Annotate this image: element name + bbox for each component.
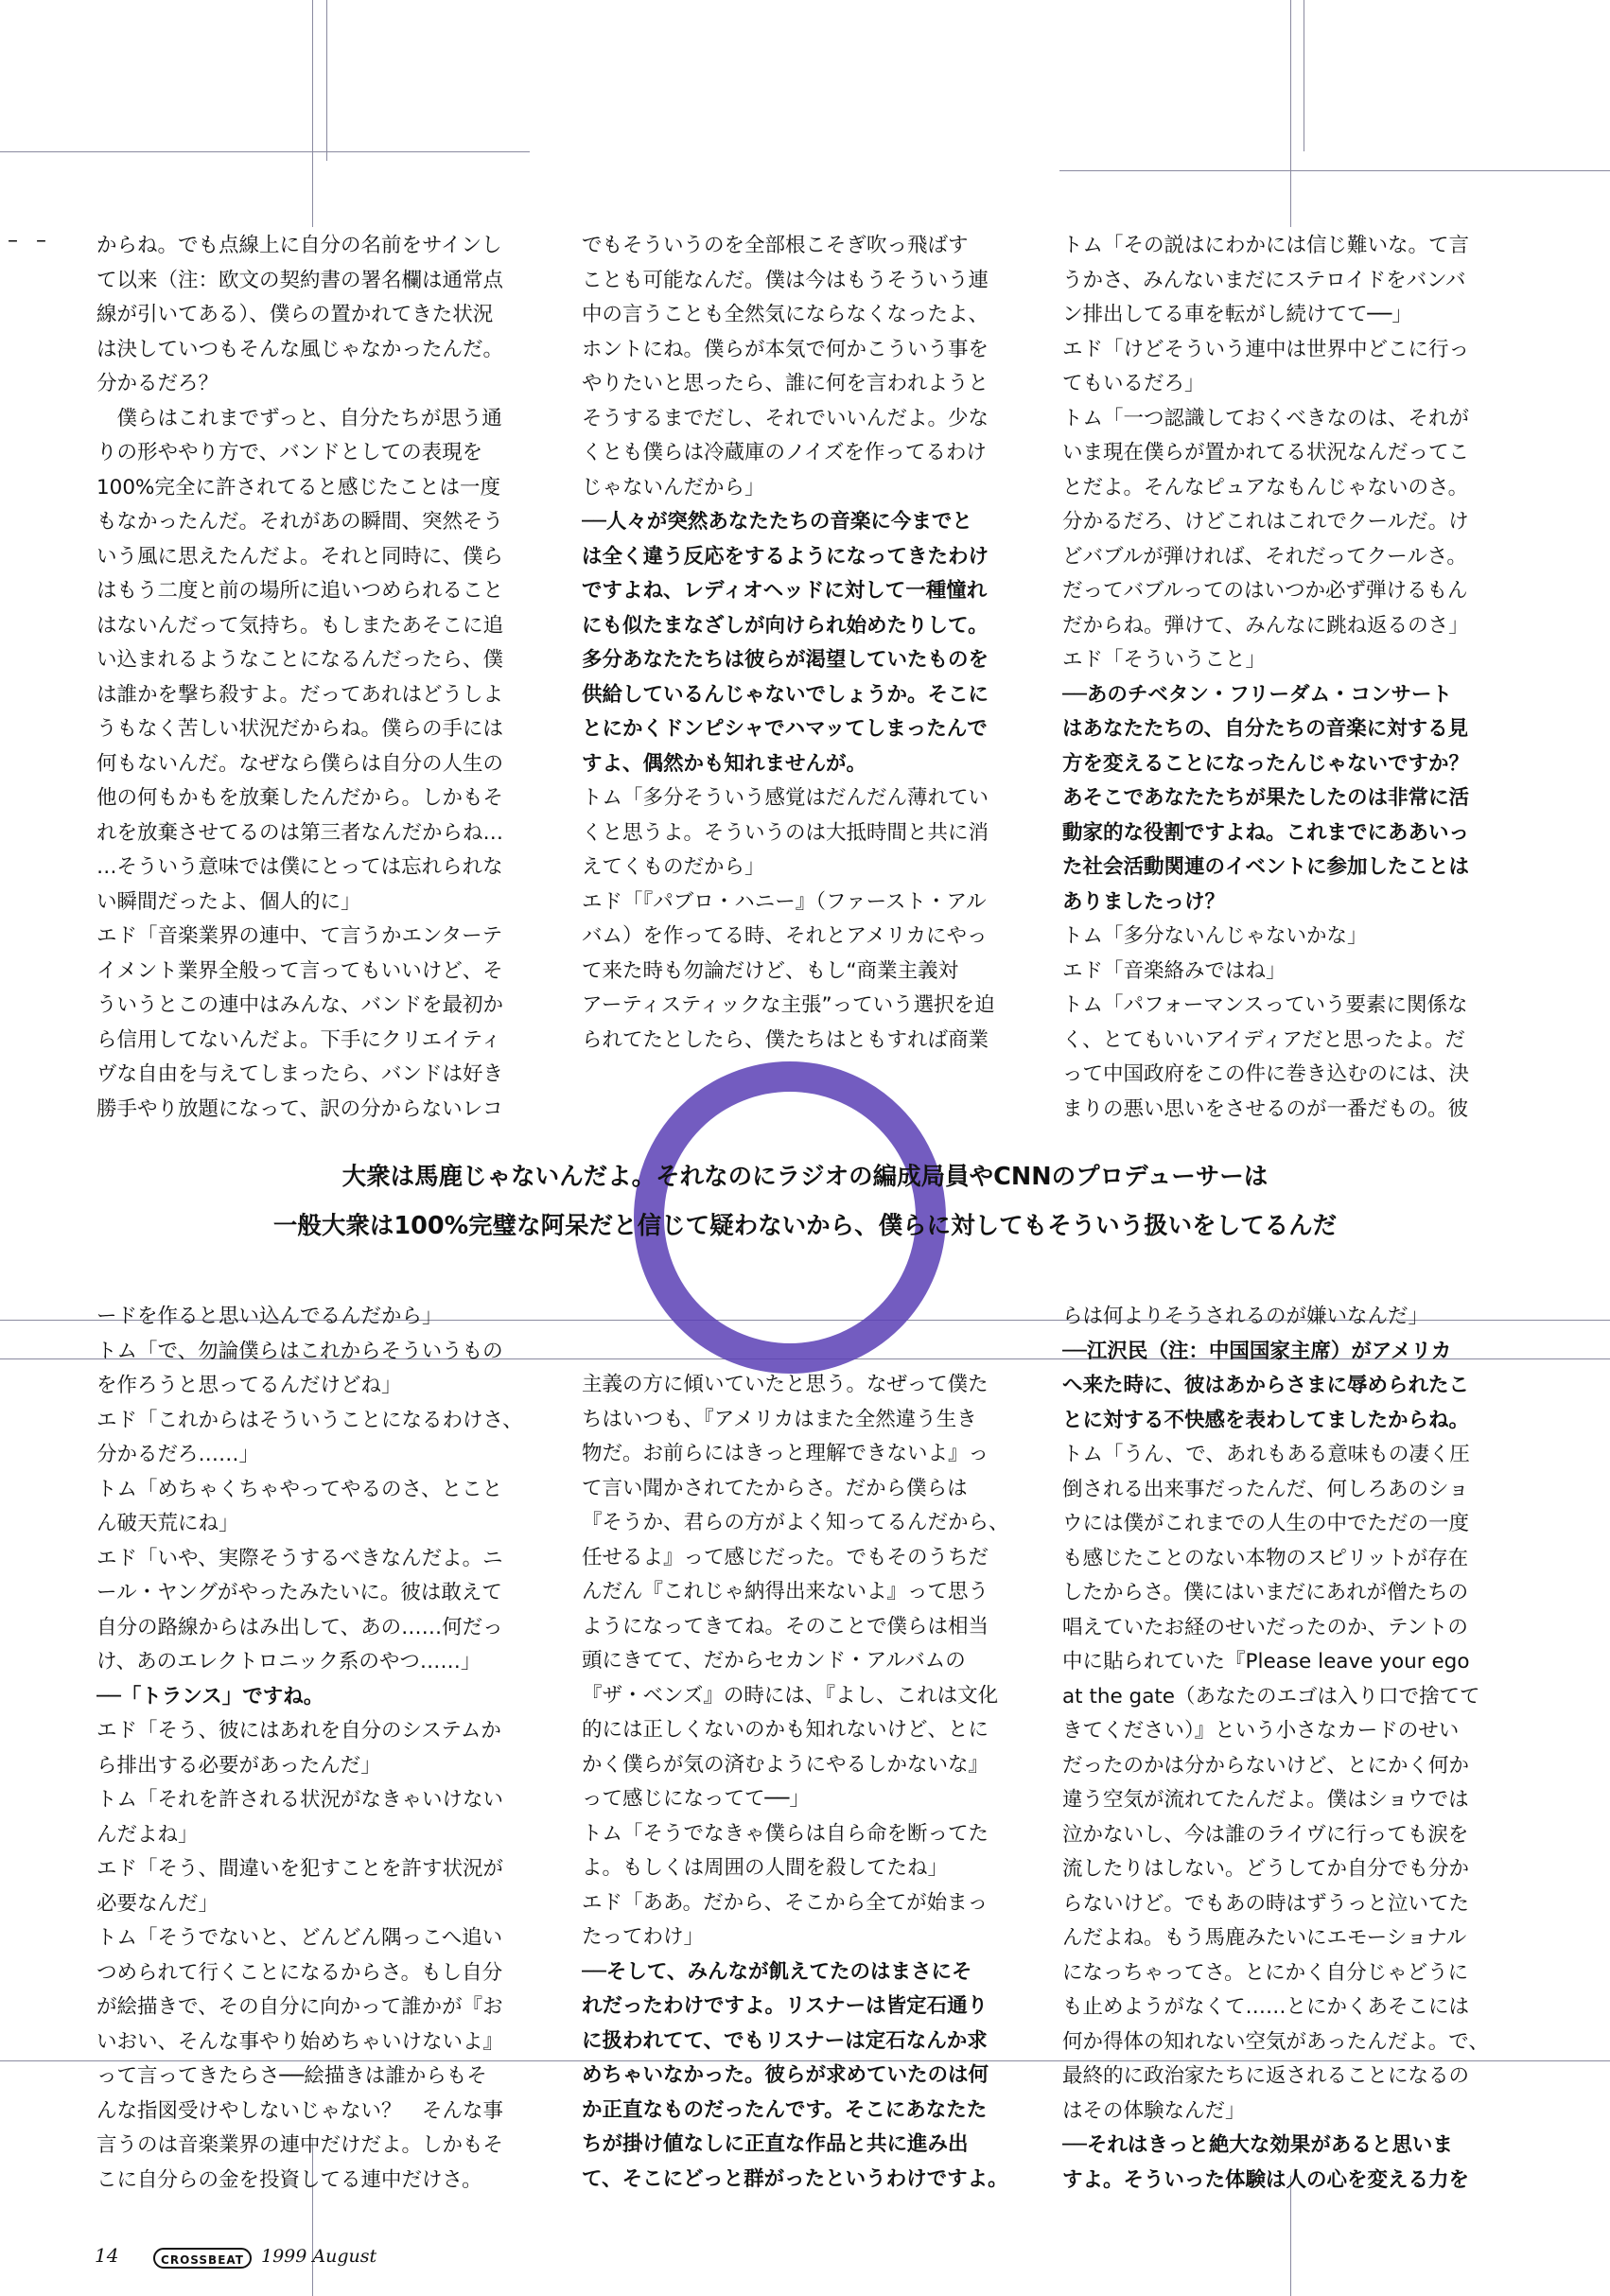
text-line: らは何よりそうされるのが嫌いなんだ」 bbox=[1062, 1305, 1429, 1328]
text-line: よ。もしくは周囲の人間を殺してたね」 bbox=[582, 1856, 949, 1880]
text-line: って中国政府をこの件に巻き込むのには、決 bbox=[1062, 1062, 1470, 1086]
registration-line bbox=[0, 151, 530, 152]
text-line: エド「ああ。だから、そこから全てが始まっ bbox=[582, 1890, 989, 1915]
text-line: 流したりはしない。どうしてか自分でも分か bbox=[1062, 1857, 1470, 1881]
text-line: らないけど。でもあの時はずうっと泣いてた bbox=[1062, 1891, 1470, 1916]
text-line: 勝手やり放題になって、訳の分からないレコ bbox=[96, 1096, 503, 1121]
text-line: トム「その説はにわかには信じ難いな。て言 bbox=[1062, 234, 1470, 257]
text-line: つめられて行くことになるからさ。もし自分 bbox=[96, 1960, 503, 1985]
text-line: んだん『これじゃ納得出来ないよ』って思う bbox=[582, 1580, 989, 1604]
text-line: くと思うよ。そういうのは大抵時間と共に消 bbox=[582, 820, 989, 845]
text-line: ういうとこの連中はみんな、バンドを最初か bbox=[96, 993, 504, 1017]
text-line: 分かるだろ……」 bbox=[96, 1443, 260, 1466]
text-line: 分かるだろ、けどこれはこれでクールだ。け bbox=[1062, 510, 1469, 534]
text-line: きてください）』という小さなカードのせい bbox=[1062, 1719, 1460, 1743]
text-line: 中に貼られていた『Please leave your ego bbox=[1062, 1650, 1470, 1674]
text-line: エド「音楽絡みではね」 bbox=[1062, 958, 1286, 983]
text-line: トム「めちゃくちゃやってやるのさ、とこと bbox=[96, 1477, 503, 1501]
text-line: 何か得体の知れない空気があったんだよ。で、 bbox=[1062, 2029, 1489, 2054]
text-line: とに対する不快感を表わしてましたからね。 bbox=[1062, 1408, 1470, 1432]
text-line: い込まれるようなことになるんだったら、僕 bbox=[96, 648, 504, 672]
text-line: か正直なものだったんです。そこにあなたた bbox=[582, 2097, 988, 2122]
registration-line bbox=[312, 0, 313, 227]
text-line: ──あのチベタン・フリーダム・コンサート bbox=[1062, 682, 1453, 707]
text-line: とにかくドンピシャでハマッてしまったんで bbox=[582, 717, 988, 741]
text-line: て以来（注：欧文の契約書の署名欄は通常点 bbox=[96, 268, 504, 292]
text-line: ──それはきっと絶大な効果があると思いま bbox=[1062, 2133, 1453, 2157]
text-line: エド「音楽業界の連中、て言うかエンターテ bbox=[96, 924, 503, 948]
text-line: んだよね。もう馬鹿みたいにエモーショナル bbox=[1062, 1926, 1467, 1950]
text-line: アーティスティックな主張”っていう選択を迫 bbox=[582, 993, 995, 1017]
text-line: 主義の方に傾いていたと思う。なぜって僕た bbox=[582, 1373, 989, 1396]
text-line: ん破天荒にね」 bbox=[96, 1512, 239, 1535]
text-line: ヴな自由を与えてしまったら、バンドは好き bbox=[96, 1062, 504, 1086]
text-line: うかさ、みんないまだにステロイドをバンバ bbox=[1062, 268, 1466, 292]
text-line: く、とてもいいアイディアだと思ったよ。だ bbox=[1062, 1027, 1465, 1052]
text-line: は決していつもそんな風じゃなかったんだ。 bbox=[96, 337, 504, 361]
text-line: い瞬間だったよ、個人的に」 bbox=[96, 889, 361, 914]
text-line: 僕らはこれまでずっと、自分たちが思う通 bbox=[96, 406, 502, 430]
text-line: すよ。そういった体験は人の心を変える力を bbox=[1062, 2167, 1470, 2192]
lower-column-3 bbox=[1062, 1300, 1507, 2208]
text-line: 唱えていたお経のせいだったのか、テントの bbox=[1062, 1615, 1468, 1639]
text-line: になっちゃってさ。とにかく自分じゃどうに bbox=[1062, 1960, 1469, 1985]
text-line: 『そうか、君らの方がよく知ってるんだから、 bbox=[582, 1511, 1009, 1534]
text-line: 供給しているんじゃないでしょうか。そこに bbox=[582, 682, 989, 707]
text-line: そうするまでだし、それでいいんだよ。少な bbox=[582, 406, 989, 430]
text-line: 任せるよ』って感じだった。でもそのうちだ bbox=[582, 1545, 989, 1569]
text-line: ようになってきてね。そのことで僕らは相当 bbox=[582, 1614, 989, 1639]
text-line: トム「一つ認識しておくべきなのは、それが bbox=[1062, 406, 1470, 430]
text-line: に扱われてて、でもリスナーは定石なんか求 bbox=[582, 2028, 988, 2053]
issue-date: 1999 August bbox=[261, 2246, 377, 2267]
text-line: たってわけ」 bbox=[582, 1925, 705, 1949]
text-line: ウには僕がこれまでの人生の中でただの一度 bbox=[1062, 1512, 1470, 1535]
text-line: いおい、そんな事やり始めちゃいけないよ』 bbox=[96, 2029, 504, 2054]
lower-column-2 bbox=[582, 1368, 1026, 2210]
text-line: at the gate（あなたのエゴは入り口で捨てて bbox=[1062, 1684, 1480, 1709]
text-line: はあなたたちの、自分たちの音楽に対する見 bbox=[1062, 717, 1469, 741]
text-line: ですよね、レディオヘッドに対して一種憧れ bbox=[582, 579, 988, 603]
upper-column-1 bbox=[96, 229, 560, 1137]
text-line: を作ろうと思ってるんだけどね」 bbox=[96, 1374, 402, 1397]
registration-line bbox=[326, 0, 327, 161]
text-line: トム「そうでなきゃ僕らは自ら命を断ってた bbox=[582, 1821, 989, 1846]
text-line: はないんだって気持ち。もしまたあそこに追 bbox=[96, 613, 504, 638]
text-line: ら信用してないんだよ。下手にクリエイティ bbox=[96, 1027, 501, 1052]
text-line: エド「いや、実際そうするべきなんだよ。ニ bbox=[96, 1546, 503, 1570]
text-line: めちゃいなかった。彼らが求めていたのは何 bbox=[582, 2063, 989, 2087]
text-line: ードを作ると思い込んでるんだから」 bbox=[96, 1305, 443, 1328]
text-line: トム「多分ないんじゃないかな」 bbox=[1062, 924, 1368, 948]
text-line: 違う空気が流れてたんだよ。僕はショウでは bbox=[1062, 1788, 1469, 1812]
text-line: トム「うん、で、あれもある意味もの凄く圧 bbox=[1062, 1443, 1470, 1466]
text-line: いま現在僕らが置かれてる状況なんだってこ bbox=[1062, 441, 1470, 464]
text-line: やりたいと思ったら、誰に何を言われようと bbox=[582, 372, 989, 395]
registration-line bbox=[1059, 170, 1610, 171]
upper-column-2 bbox=[582, 229, 1026, 1071]
text-line: イメント業界全般って言ってもいいけど、そ bbox=[96, 958, 503, 983]
text-line: ──「トランス」ですね。 bbox=[96, 1684, 324, 1709]
text-line: あそこであなたたちが果たしたのは非常に活 bbox=[1062, 786, 1470, 810]
text-line: エド「そう、彼にはあれを自分のシステムか bbox=[96, 1719, 501, 1743]
text-line: 100%完全に許されてると感じたことは一度 bbox=[96, 475, 500, 500]
lower-column-1 bbox=[96, 1300, 560, 2208]
text-line: トム「それを許される状況がなきゃいけない bbox=[96, 1788, 504, 1812]
text-line: にも似たまなざしが向けられ始めたりして。 bbox=[582, 613, 989, 638]
text-line: だってバブルってのはいつか必ず弾けるもん bbox=[1062, 579, 1468, 603]
upper-column-3 bbox=[1062, 229, 1507, 1137]
text-line: 多分あなたたちは彼らが渇望していたものを bbox=[582, 648, 989, 672]
text-line: まりの悪い思いをさせるのが一番だもの。彼 bbox=[1062, 1096, 1469, 1121]
pull-quote-line-2: 一般大衆は100%完璧な阿呆だと信じて疑わないから、僕らに対してもそういう扱いをしてるんだ bbox=[272, 1212, 1338, 1240]
pull-quote-line-1: 大衆は馬鹿じゃないんだよ。それなのにラジオの編成局員やCNNのプロデューサーは bbox=[341, 1163, 1269, 1191]
text-line: 的には正しくないのかも知れないけど、とに bbox=[582, 1718, 989, 1742]
text-line: 中の言うことも全然気にならなくなったよ、 bbox=[582, 303, 989, 326]
magazine-logo: CROSSBEAT bbox=[153, 2248, 252, 2269]
text-line: とだよ。そんなピュアなもんじゃないのさ。 bbox=[1062, 475, 1469, 500]
text-line: が絵描きで、その自分に向かって誰かが『お bbox=[96, 1995, 503, 2019]
text-line: トム「パフォーマンスっていう要素に関係な bbox=[1062, 993, 1468, 1017]
text-line: れだったわけですよ。リスナーは皆定石通り bbox=[582, 1994, 989, 2018]
text-line: 言うのは音楽業界の連中だけだよ。しかもそ bbox=[96, 2133, 504, 2157]
text-line: エド「これからはそういうことになるわけさ、 bbox=[96, 1408, 523, 1432]
text-line: 自分の路線からはみ出して、あの……何だっ bbox=[96, 1615, 503, 1639]
text-line: エド「けどそういう連中は世界中どこに行っ bbox=[1062, 337, 1470, 361]
text-line: てもいるだろ」 bbox=[1062, 372, 1205, 395]
text-line: エド「『パブロ・ハニー』（ファースト・アル bbox=[582, 889, 987, 914]
text-line: かく僕らが気の済むようにやるしかないな』 bbox=[582, 1752, 989, 1777]
text-line: て来た時も勿論だけど、もし“商業主義対 bbox=[582, 958, 959, 983]
text-line: ン排出してる車を転がし続けてて──」 bbox=[1062, 303, 1412, 326]
text-line: は全く違う反応をするようになってきたわけ bbox=[582, 544, 989, 569]
text-line: ら排出する必要があったんだ」 bbox=[96, 1753, 381, 1778]
text-line: くとも僕らは冷蔵庫のノイズを作ってるわけ bbox=[582, 441, 987, 464]
text-line: て、そこにどっと群がったというわけですよ。 bbox=[582, 2166, 1008, 2191]
text-line: んな指図受けやしないじゃない？ そんな事 bbox=[96, 2098, 504, 2123]
text-line: トム「そうでないと、どんどん隅っこへ追い bbox=[96, 1926, 503, 1950]
text-line: だからね。弾けて、みんなに跳ね返るのさ」 bbox=[1062, 613, 1469, 638]
text-line: んだよね」 bbox=[96, 1822, 199, 1847]
text-line: ありましたっけ？ bbox=[1062, 889, 1226, 914]
text-line: 線が引いてある）、僕らの置かれてきた状況 bbox=[96, 303, 494, 326]
text-line: 動家的な役割ですよね。これまでにああいっ bbox=[1062, 820, 1470, 845]
text-line: 最終的に政治家たちに返されることになるの bbox=[1062, 2064, 1470, 2088]
text-line: られてたとしたら、僕たちはともすれば商業 bbox=[582, 1027, 989, 1052]
text-line: えてくものだから」 bbox=[582, 855, 765, 879]
text-line: ちが掛け値なしに正直な作品と共に進み出 bbox=[582, 2132, 969, 2156]
text-line: 泣かないし、今は誰のライヴに行っても涙を bbox=[1062, 1822, 1469, 1847]
text-line: れを放棄させてるのは第三者なんだからね… bbox=[96, 820, 504, 845]
text-line: ちはいつも、『アメリカはまた全然違う生き bbox=[582, 1407, 977, 1431]
text-line: へ来た時に、彼はあからさまに辱められたこ bbox=[1062, 1374, 1470, 1397]
text-line: ホントにね。僕らが本気で何かこういう事を bbox=[582, 337, 989, 361]
text-line: …そういう意味では僕にとっては忘れられな bbox=[96, 855, 503, 879]
text-line: だったのかは分からないけど、とにかく何か bbox=[1062, 1753, 1470, 1778]
text-line: もなかったんだ。それがあの瞬間、突然そう bbox=[96, 510, 504, 534]
text-line: て言い聞かされてたからさ。だから僕らは bbox=[582, 1476, 968, 1500]
text-line: ──人々が突然あなたたちの音楽に今までと bbox=[582, 510, 972, 534]
page-number: 14 bbox=[95, 2244, 119, 2267]
text-line: トム「で、勿論僕らはこれからそういうもの bbox=[96, 1339, 503, 1363]
text-line: 分かるだろ？ bbox=[96, 372, 219, 395]
text-line: は誰かを撃ち殺すよ。だってあれはどうしよ bbox=[96, 682, 504, 707]
text-line: 方を変えることになったんじゃないですか？ bbox=[1062, 751, 1470, 776]
text-line: したからさ。僕にはいまだにあれが僧たちの bbox=[1062, 1581, 1469, 1604]
text-line: エド「そう、間違いを犯すことを許す状況が bbox=[96, 1857, 504, 1881]
text-line: 頭にきてて、だからセカンド・アルバムの bbox=[582, 1649, 966, 1673]
text-line: トム「多分そういう感覚はだんだん薄れてい bbox=[582, 786, 989, 810]
text-line: りの形ややり方で、バンドとしての表現を bbox=[96, 441, 483, 464]
text-line: 必要なんだ」 bbox=[96, 1891, 219, 1916]
text-line: はもう二度と前の場所に追いつめられること bbox=[96, 579, 504, 603]
text-line: ──そして、みんなが飢えてたのはまさにそ bbox=[582, 1959, 972, 1984]
text-line: エド「そういうこと」 bbox=[1062, 648, 1267, 672]
crop-mark: – – bbox=[8, 229, 52, 253]
text-line: じゃないんだから」 bbox=[582, 475, 765, 500]
text-line: どバブルが弾ければ、それだってクールさ。 bbox=[1062, 544, 1467, 569]
text-line: って言ってきたらさ──絵描きは誰からもそ bbox=[96, 2064, 487, 2088]
text-line: 物だ。お前らにはきっと理解できないよ』っ bbox=[582, 1442, 989, 1465]
text-line: 他の何もかもを放棄したんだから。しかもそ bbox=[96, 786, 504, 810]
text-line: うもなく苦しい状況だからね。僕らの手には bbox=[96, 717, 504, 741]
text-line: 倒される出来事だったんだ、何しろあのショ bbox=[1062, 1477, 1469, 1501]
text-line: すよ、偶然かも知れませんが。 bbox=[582, 751, 867, 776]
pull-quote bbox=[0, 1152, 1610, 1251]
text-line: って感じになってて──」 bbox=[582, 1787, 810, 1811]
text-line: 何もないんだ。なぜなら僕らは自分の人生の bbox=[96, 751, 504, 776]
text-line: ことも可能なんだ。僕は今はもうそういう連 bbox=[582, 268, 989, 292]
text-line: いう風に思えたんだよ。それと同時に、僕ら bbox=[96, 544, 504, 569]
text-line: からね。でも点線上に自分の名前をサインし bbox=[96, 234, 502, 257]
text-line: も感じたことのない本物のスピリットが存在 bbox=[1062, 1546, 1469, 1570]
text-line: た社会活動関連のイベントに参加したことは bbox=[1062, 855, 1470, 879]
text-line: 『ザ・ベンズ』の時には、『よし、これは文化 bbox=[582, 1683, 999, 1708]
text-line: バム）を作ってる時、それとアメリカにやっ bbox=[582, 924, 988, 948]
text-line: こに自分らの金を投資してる連中だけさ。 bbox=[96, 2167, 482, 2192]
text-line: け、あのエレクトロニック系のやつ……」 bbox=[96, 1650, 481, 1674]
text-line: でもそういうのを全部根こそぎ吹っ飛ばす bbox=[582, 234, 969, 257]
text-line: ール・ヤングがやったみたいに。彼は敢えて bbox=[96, 1581, 502, 1604]
registration-line bbox=[1290, 0, 1291, 227]
text-line: も止めようがなくて……とにかくあそこには bbox=[1062, 1995, 1470, 2019]
text-line: はその体験なんだ」 bbox=[1062, 2098, 1246, 2123]
text-line: ──江沢民（注：中国国家主席）がアメリカ bbox=[1062, 1339, 1452, 1363]
